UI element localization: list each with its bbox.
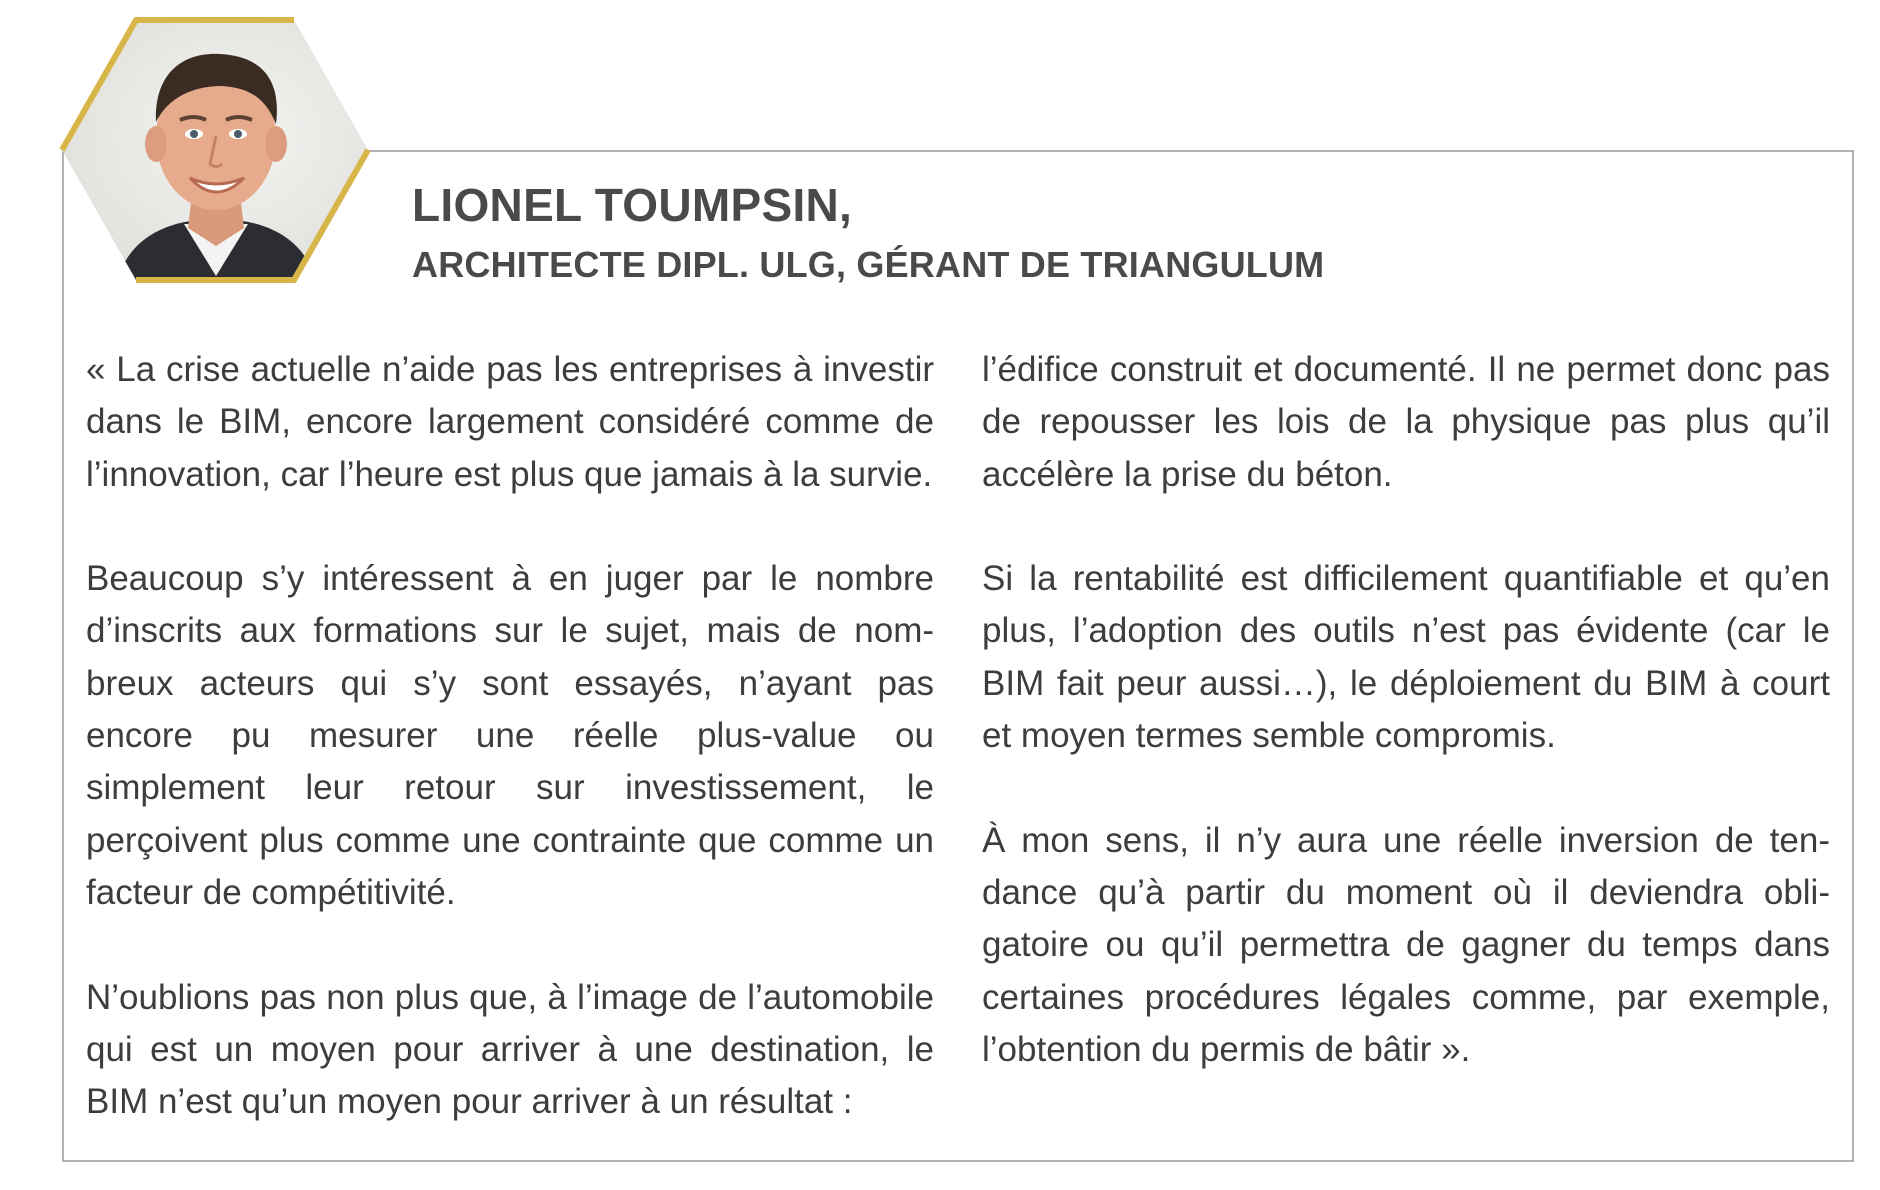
portrait-hexagon [56,14,374,286]
paragraph: Beaucoup s’y intéressent à en juger par le nombre d’inscrits aux formations sur le sujet, mais de nombreux acteurs qui s’y sont essayés, n’ayant pas encore pu mesurer une réelle plus-value ou simplement leur retour sur investissement, le perçoivent plus comme une contrainte que comme un facteur de compétitivité. [86,559,934,912]
person-role: ARCHITECTE DIPL. ULG, GÉRANT DE TRIANGULUM [412,244,1325,285]
paragraph: Si la rentabilité est difficilement quantifiable et qu’en plus, l’adoption des outils n’est pas évidente (car le BIM fait peur aussi…), le déploiement du BIM à court et moyen termes semble compromis. [982,559,1830,756]
text-column-right [982,344,1830,1076]
paragraph: l’édifice construit et documenté. Il ne permet donc pas de repousser les lois de la physique pas plus qu’il accélère la prise du béton. [982,350,1830,494]
person-name: LIONEL TOUMPSIN, [412,179,853,231]
paragraph: À mon sens, il n’y aura une réelle inversion de tendance qu’à partir du moment où il deviendra obligatoire ou qu’il permettra de gagner du temps dans certaines procédures légales comme, par exemple, l’obtention du permis de bâtir ». [982,820,1830,1069]
text-column-left [86,344,934,1128]
portrait-photo [56,14,374,286]
paragraph: N’oublions pas non plus que, à l’image de l’automobile qui est un moyen pour arriver à une destination, le BIM n’est qu’un moyen pour arriver à un résultat : [86,977,934,1122]
paragraph: « La crise actuelle n’aide pas les entreprises à investir dans le BIM, encore largement considéré comme de l’innovation, car l’heure est plus que jamais à la survie. [86,350,934,494]
